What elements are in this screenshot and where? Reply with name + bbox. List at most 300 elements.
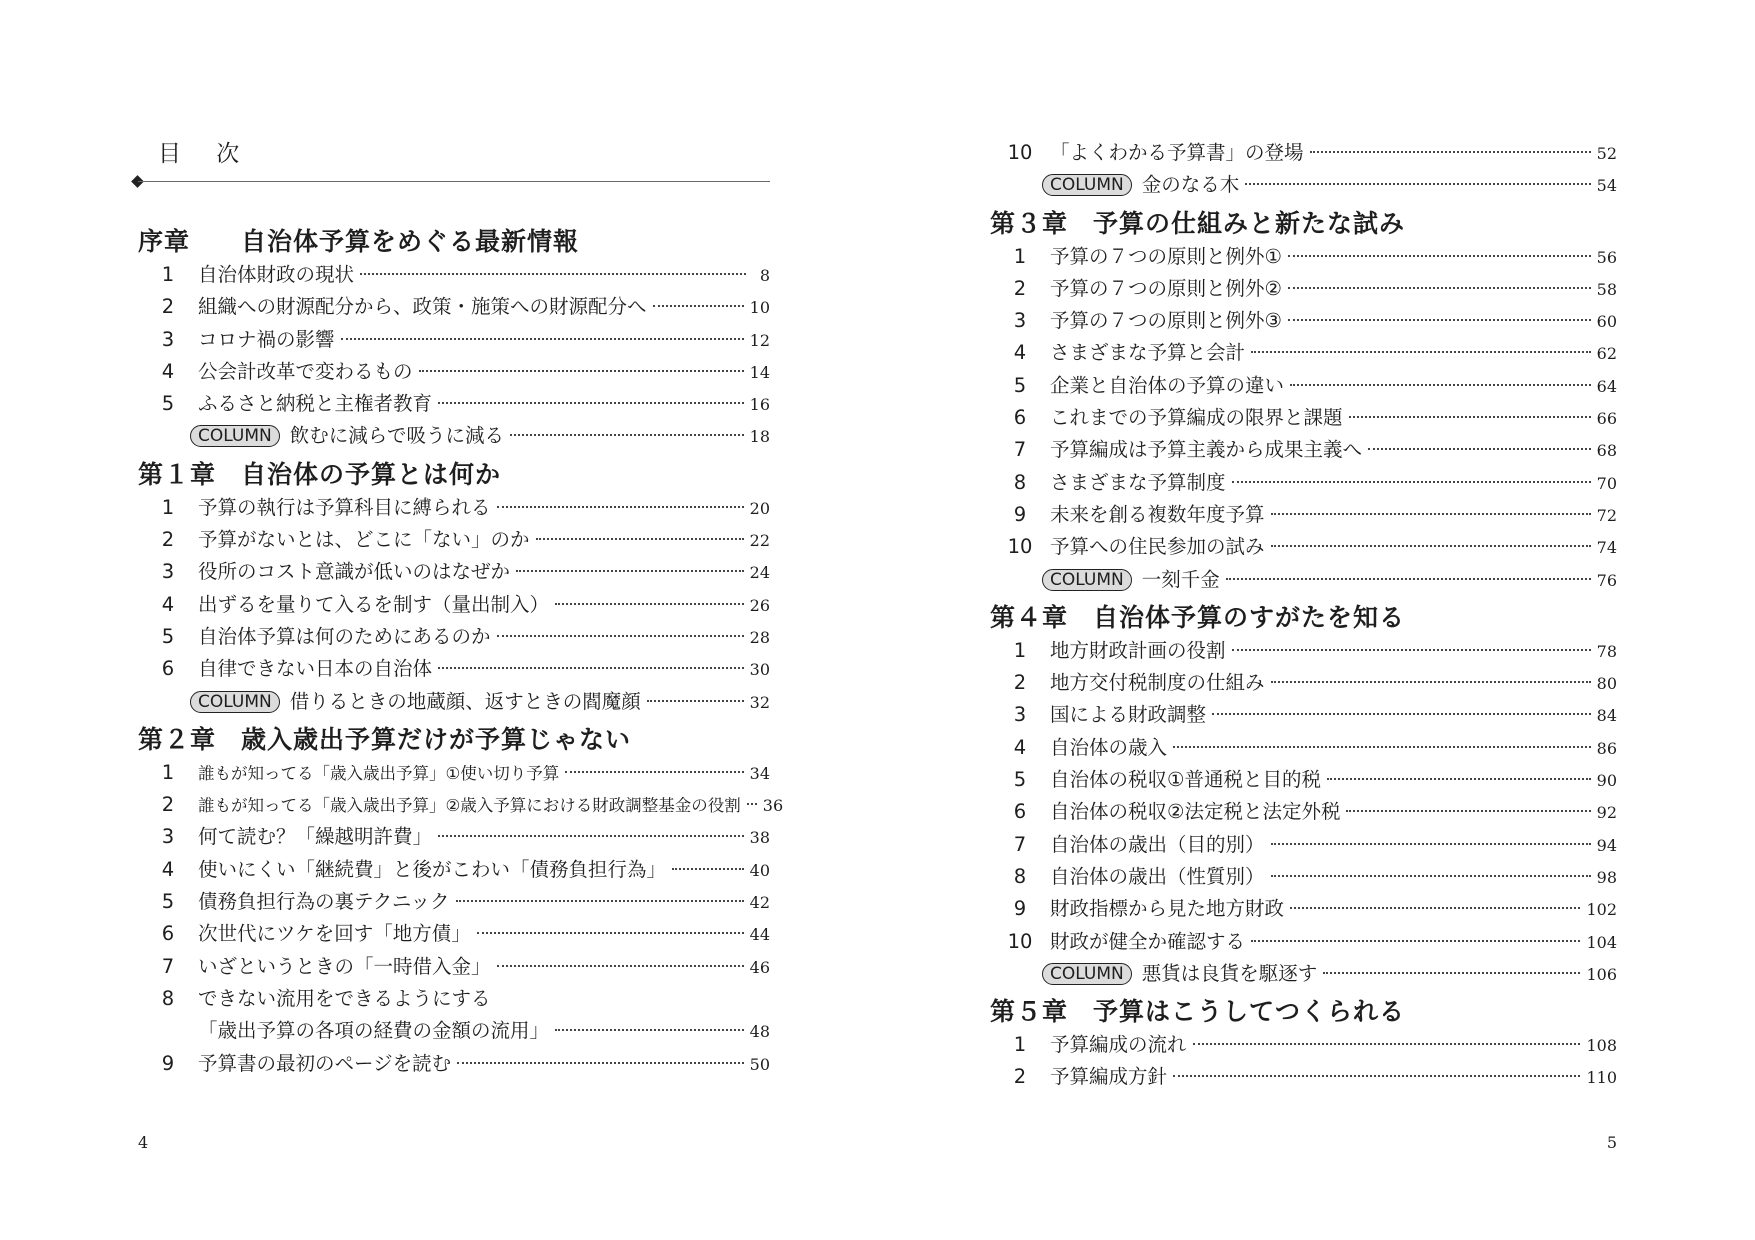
entry-page: 56 [1596,247,1617,267]
toc-entry[interactable] [990,667,1617,699]
chapter-number: 第５章 [990,997,1069,1027]
dot-leader [672,868,744,870]
entry-page: 62 [1596,344,1617,364]
column-entry[interactable] [138,420,770,452]
entry-text: 「歳出予算の各項の経費の金額の流用」 [198,1019,550,1043]
toc-list-left [138,226,784,1080]
entry-title [198,790,741,822]
dot-leader [497,506,744,508]
entry-text: 予算の７つの原則と例外② [1050,276,1282,300]
entry-title [198,259,354,291]
toc-entry[interactable] [138,983,770,1015]
toc-entry[interactable] [990,861,1617,893]
entry-number: 10 [1007,535,1033,559]
toc-entry[interactable] [138,653,770,685]
toc-entry[interactable] [138,492,770,524]
chapter-number: 序章 [138,227,191,256]
entry-page: 34 [749,763,770,783]
toc-entry[interactable] [990,370,1617,402]
dot-leader [1288,319,1591,321]
entry-number: 2 [161,528,175,552]
dot-leader [419,370,744,372]
entry-number: 8 [1013,864,1027,888]
entry-page: 18 [749,427,770,447]
chapter-heading[interactable] [138,724,770,756]
entry-title [1050,732,1167,764]
toc-entry[interactable] [138,886,770,918]
entry-page: 68 [1596,441,1617,461]
toc-entry[interactable] [990,1061,1617,1093]
entry-title [198,324,335,356]
entry-page: 8 [759,266,770,285]
column-badge: COLUMN [1042,963,1132,985]
dot-leader [497,965,744,967]
entry-text: 予算書の最初のページを読む [198,1051,452,1075]
entry-text: 自治体の税収①普通税と目的税 [1050,768,1321,792]
entry-page: 12 [749,330,770,350]
entry-page: 76 [1596,570,1617,590]
entry-text: 予算がないとは、どこに「ない」のか [198,528,530,552]
dot-leader [477,932,744,934]
entry-text: 借りるときの地蔵顔、返すときの閻魔顔 [289,689,641,713]
entry-text: 自治体の歳出（性質別） [1050,864,1265,888]
entry-text: 予算の執行は予算科目に縛られる [198,495,491,519]
toc-entry[interactable] [138,524,770,556]
toc-entry[interactable] [138,918,770,950]
page-number-left: 4 [138,1133,149,1152]
entry-number: 7 [1013,832,1027,856]
column-badge: COLUMN [1042,569,1132,591]
entry-number: 3 [161,825,175,849]
toc-entry[interactable] [138,259,770,291]
dot-leader [1245,183,1590,185]
entry-text: 自治体予算は何のためにあるのか [198,624,491,648]
dot-leader [516,570,744,572]
entry-text: 役所のコスト意識が低いのはなぜか [198,560,511,584]
entry-title [198,388,432,420]
column-badge: COLUMN [1042,174,1132,196]
entry-number: 4 [161,592,175,616]
toc-entry[interactable] [138,324,770,356]
entry-title [1050,796,1340,828]
entry-number: 4 [161,857,175,881]
entry-title [198,356,413,388]
entry-title [1042,958,1317,990]
chapter-heading[interactable] [990,996,1617,1028]
entry-number: 5 [161,392,175,416]
toc-entry[interactable] [990,531,1617,563]
toc-entry[interactable] [990,796,1617,828]
entry-title [1050,337,1245,369]
entry-page: 22 [749,531,770,551]
entry-text: いざというときの「一時借入金」 [198,954,491,978]
chapter-heading[interactable] [138,459,770,491]
dot-leader [1226,578,1591,580]
chapter-title: 歳入歳出予算だけが予算じゃない [241,724,632,754]
toc-entry[interactable] [138,854,770,886]
entry-page: 40 [749,860,770,880]
entry-title [198,983,491,1015]
entry-title [1050,1061,1167,1093]
entry-title [1050,667,1265,699]
dot-leader [1212,713,1591,715]
entry-page: 20 [749,498,770,518]
entry-title [1050,370,1284,402]
entry-text: 飲むに減らで吸うに減る [289,424,505,448]
dot-leader [1251,940,1580,942]
entry-title [198,589,549,621]
entry-page: 90 [1596,771,1617,791]
entry-text: 地方財政計画の役割 [1050,638,1226,662]
entry-page: 110 [1586,1068,1617,1088]
entry-number: 8 [1013,470,1027,494]
chapter-number: 第２章 [138,724,217,754]
entry-number: 8 [161,986,175,1010]
toc-entry[interactable] [990,732,1617,764]
dot-leader [536,538,744,540]
entry-number: 6 [161,657,175,681]
entry-text: 財政指標から見た地方財政 [1050,897,1285,921]
entry-text: 金のなる木 [1141,173,1240,197]
entry-title [198,854,666,886]
toc-entry[interactable] [138,621,770,653]
entry-number: 10 [1007,141,1033,164]
entry-text: さまざまな予算と会計 [1050,341,1246,365]
column-entry[interactable] [990,958,1617,990]
entry-page: 46 [749,957,770,977]
entry-text: コロナ禍の影響 [198,327,335,351]
entry-text: 組織への財源配分から、政策・施策への財源配分へ [198,295,647,319]
entry-page: 24 [749,563,770,583]
entry-title [198,821,432,853]
entry-number: 3 [161,560,175,584]
entry-number: 9 [1013,502,1027,526]
entry-title [190,686,641,718]
entry-text: 予算編成は予算主義から成果主義へ [1050,438,1363,462]
entry-number: 2 [161,295,175,319]
entry-page: 36 [762,796,784,816]
entry-number: 6 [1013,800,1027,824]
entry-page: 60 [1596,312,1617,332]
dot-leader [360,273,746,275]
entry-page: 64 [1596,376,1617,396]
dot-leader [747,803,757,805]
entry-title [198,653,432,685]
entry-text: 予算編成の流れ [1050,1033,1187,1057]
dot-leader [555,1029,744,1031]
entry-number: 1 [1013,638,1027,662]
entry-title [1050,305,1282,337]
entry-page: 108 [1586,1036,1617,1056]
entry-number: 4 [1013,735,1027,759]
entry-title [1050,273,1282,305]
entry-title [198,951,491,983]
toc-entry[interactable] [990,699,1617,731]
column-entry[interactable] [990,564,1617,596]
entry-title [1050,861,1265,893]
entry-title [198,621,491,653]
toc-entry[interactable] [138,821,770,853]
entry-page: 16 [749,395,770,415]
entry-title [198,758,559,790]
entry-number: 1 [161,495,175,519]
dot-leader [1290,907,1580,909]
dot-leader [1349,416,1591,418]
entry-number: 9 [161,1051,175,1075]
dot-leader [1327,778,1591,780]
entry-text: 何て読む？「繰越明許費」 [198,825,433,849]
entry-title [1050,1029,1187,1061]
entry-page: 98 [1596,867,1617,887]
toc-entry[interactable] [990,499,1617,531]
toc-entry[interactable] [138,291,770,323]
entry-page: 44 [749,925,770,945]
entry-page: 38 [749,828,770,848]
entry-number: 6 [1013,406,1027,430]
chapter-title: 予算はこうしてつくられる [1093,997,1406,1027]
chapter-heading[interactable] [990,602,1617,634]
entry-text: ふるさと納税と主権者教育 [198,392,433,416]
entry-number: 3 [1013,703,1027,727]
entry-title [198,524,530,556]
entry-page: 28 [749,627,770,647]
entry-title [1050,402,1343,434]
entry-number: 10 [1007,929,1033,953]
entry-page: 74 [1596,538,1617,558]
entry-page: 94 [1596,835,1617,855]
entry-page: 102 [1586,900,1617,920]
entry-number: 3 [1013,309,1027,333]
entry-page: 30 [749,660,770,680]
entry-page: 84 [1596,706,1617,726]
heading-rule [138,181,770,182]
toc-entry[interactable] [990,337,1617,369]
entry-text: 自治体財政の現状 [198,263,355,286]
entry-text: 債務負担行為の裏テクニック [198,890,450,914]
entry-page: 54 [1596,176,1617,196]
entry-text: 予算の７つの原則と例外③ [1050,309,1282,333]
entry-number: 2 [1013,1065,1027,1089]
dot-leader [1290,384,1591,386]
entry-page: 48 [749,1022,770,1042]
toc-entry[interactable] [138,589,770,621]
entry-text: 予算への住民参加の試み [1050,535,1265,559]
dot-leader [438,835,744,837]
entry-text: 予算の７つの原則と例外① [1050,244,1282,268]
entry-title [1042,169,1239,201]
entry-title [1050,434,1362,466]
dot-leader [457,1062,744,1064]
entry-number: 2 [1013,671,1027,695]
dot-leader [1271,843,1591,845]
entry-title [1050,764,1321,796]
entry-number: 4 [161,359,175,383]
entry-text: 予算編成方針 [1050,1065,1168,1089]
entry-page: 104 [1586,932,1617,952]
entry-text: 地方交付税制度の仕組み [1050,671,1265,695]
entry-text: できない流用をできるようにする [198,986,491,1010]
entry-title [1050,137,1304,169]
entry-text: 使いにくい「継続費」と後がこわい「債務負担行為」 [198,857,667,881]
toc-entry[interactable] [990,467,1617,499]
chapter-title: 自治体予算をめぐる最新情報 [241,227,580,256]
entry-title [1050,635,1226,667]
toc-entry[interactable] [990,764,1617,796]
dot-leader [1323,972,1580,974]
entry-text: 一刻千金 [1141,567,1220,591]
entry-text: 国による財政調整 [1050,703,1207,727]
column-entry[interactable] [138,686,770,718]
toc-entry[interactable] [138,1015,770,1047]
page-number-right: 5 [1606,1133,1617,1152]
dot-leader [1193,1043,1581,1045]
entry-text: 「よくわかる予算書」の登場 [1050,141,1304,164]
entry-text: 自治体の税収②法定税と法定外税 [1050,800,1341,824]
dot-leader [1251,351,1591,353]
entry-text: 悪貨は良貨を駆逐す [1141,961,1318,985]
entry-title [190,420,504,452]
dot-leader [653,305,744,307]
dot-leader [1232,481,1591,483]
entry-text: 出ずるを量りて入るを制す（量出制入） [198,592,550,616]
entry-title [198,1015,549,1047]
chapter-heading[interactable] [990,208,1617,240]
entry-title [198,291,647,323]
entry-text: 次世代にツケを回す「地方債」 [198,922,471,946]
toc-entry[interactable] [990,1029,1617,1061]
dot-leader [1288,287,1591,289]
entry-title [1050,699,1206,731]
entry-title [1050,499,1265,531]
entry-title [1042,564,1220,596]
entry-page: 66 [1596,409,1617,429]
entry-number: 1 [1013,244,1027,268]
entry-number: 5 [1013,768,1027,792]
entry-text: 誰もが知ってる「歳入歳出予算」①使い切り予算 [198,763,560,783]
column-entry[interactable] [990,169,1617,201]
entry-title [198,886,450,918]
entry-number: 6 [161,922,175,946]
dot-leader [456,900,744,902]
dot-leader [1271,875,1591,877]
entry-page: 86 [1596,738,1617,758]
chapter-heading[interactable] [138,226,770,258]
entry-page: 52 [1596,144,1617,163]
entry-page: 42 [749,893,770,913]
entry-title [198,918,471,950]
entry-page: 10 [749,298,770,318]
dot-leader [565,771,743,773]
entry-page: 50 [749,1054,770,1074]
toc-entry[interactable] [138,951,770,983]
entry-page: 72 [1596,505,1617,525]
entry-text: 誰もが知ってる「歳入歳出予算」②歳入予算における財政調整基金の役割 [198,796,741,816]
entry-number: 2 [1013,276,1027,300]
entry-title [1050,531,1265,563]
toc-entry[interactable] [138,556,770,588]
toc-entry[interactable] [990,893,1617,925]
chapter-number: 第１章 [138,459,217,489]
toc-entry[interactable] [990,137,1617,169]
toc-entry[interactable] [138,789,784,821]
entry-page: 78 [1596,641,1617,661]
entry-number: 7 [161,954,175,978]
toc-entry[interactable] [138,388,770,420]
entry-page: 26 [749,595,770,615]
dot-leader [1271,513,1591,515]
entry-number: 7 [1013,438,1027,462]
toc-entry[interactable] [138,1048,770,1080]
column-badge: COLUMN [190,425,280,447]
entry-number: 1 [1013,1033,1027,1057]
entry-page: 32 [749,692,770,712]
entry-text: 自律できない日本の自治体 [198,657,433,681]
entry-number: 2 [161,793,175,817]
column-badge: COLUMN [190,691,280,713]
dot-leader [341,338,744,340]
toc-entry[interactable] [990,434,1617,466]
entry-title [1050,829,1265,861]
entry-text: 自治体の歳入 [1050,735,1168,759]
toc-entry[interactable] [138,757,770,789]
dot-leader [1271,545,1591,547]
entry-number: 1 [161,263,175,286]
dot-leader [1271,681,1591,683]
dot-leader [1232,649,1591,651]
chapter-title: 自治体予算のすがたを知る [1093,602,1406,632]
entry-title [1050,926,1245,958]
dot-leader [438,402,744,404]
toc-list-right [990,137,1617,1094]
dot-leader [1288,255,1591,257]
toc-entry[interactable] [990,241,1617,273]
dot-leader [1310,151,1591,153]
entry-text: 企業と自治体の予算の違い [1050,373,1285,397]
dot-leader [1368,448,1591,450]
entry-title [198,492,491,524]
entry-number: 4 [1013,341,1027,365]
entry-page: 70 [1596,473,1617,493]
entry-text: これまでの予算編成の限界と課題 [1050,406,1343,430]
dot-leader [1173,1075,1580,1077]
dot-leader [510,434,744,436]
chapter-number: 第４章 [990,602,1069,632]
entry-title [1050,241,1282,273]
toc-entry[interactable] [138,356,770,388]
entry-page: 58 [1596,279,1617,299]
entry-number: 1 [161,760,175,784]
entry-page: 14 [749,362,770,382]
toc-entry[interactable] [990,829,1617,861]
dot-leader [1346,810,1590,812]
dot-leader [497,635,744,637]
chapter-title: 自治体の予算とは何か [241,459,502,489]
entry-text: 財政が健全か確認する [1050,929,1246,953]
toc-entry[interactable] [990,926,1617,958]
toc-entry[interactable] [990,402,1617,434]
entry-text: 公会計改革で変わるもの [198,359,413,383]
toc-entry[interactable] [990,305,1617,337]
entry-number: 9 [1013,897,1027,921]
entry-number: 3 [161,327,175,351]
toc-entry[interactable] [990,635,1617,667]
toc-entry[interactable] [990,273,1617,305]
toc-heading: 目 次 [158,141,254,167]
entry-title [198,556,510,588]
chapter-number: 第３章 [990,208,1069,238]
entry-text: 未来を創る複数年度予算 [1050,502,1265,526]
dot-leader [647,700,744,702]
